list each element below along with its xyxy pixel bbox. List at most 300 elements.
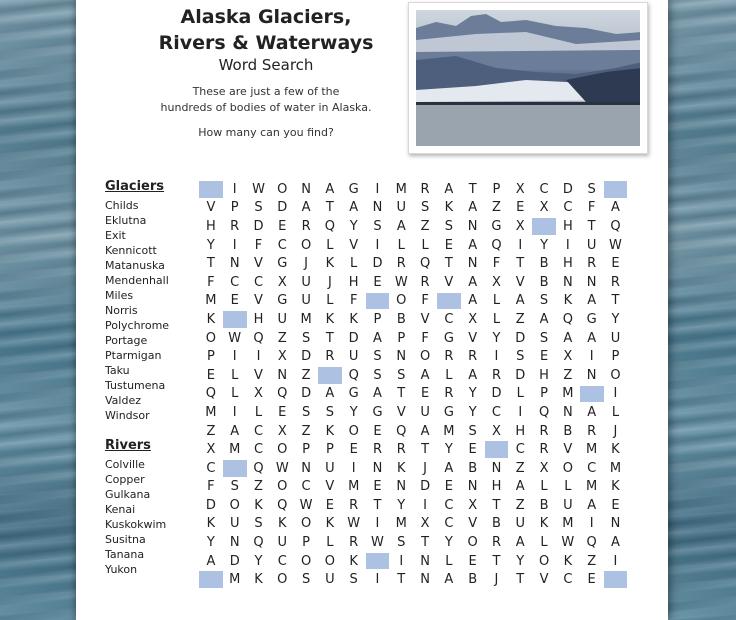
grid-cell[interactable]: O xyxy=(610,367,621,383)
grid-cell[interactable]: O xyxy=(205,330,217,346)
grid-cell[interactable]: S xyxy=(444,218,453,234)
grid-cell[interactable]: H xyxy=(491,479,502,495)
grid-cell[interactable]: A xyxy=(206,553,216,569)
grid-cell[interactable]: D xyxy=(205,497,216,513)
grid-cell[interactable]: Y xyxy=(516,553,525,569)
grid-cell[interactable]: B xyxy=(539,274,549,290)
grid-cell[interactable]: M xyxy=(443,423,455,439)
grid-cell[interactable]: Z xyxy=(587,553,597,569)
grid-cell[interactable] xyxy=(627,310,651,329)
grid-cell[interactable]: C xyxy=(444,311,454,327)
grid-cell[interactable]: C xyxy=(563,200,573,216)
grid-cell[interactable]: Q xyxy=(538,404,550,420)
grid-cell[interactable] xyxy=(627,217,651,236)
grid-cell[interactable]: E xyxy=(444,479,453,495)
grid-cell[interactable]: K xyxy=(563,293,573,309)
grid-cell[interactable]: R xyxy=(396,256,406,272)
grid-cell[interactable]: S xyxy=(301,330,311,346)
grid-cell[interactable]: I xyxy=(565,237,570,253)
grid-cell[interactable]: S xyxy=(325,404,335,420)
grid-cell[interactable]: Y xyxy=(349,404,358,420)
highlighted-cell[interactable] xyxy=(580,386,604,403)
grid-cell[interactable]: S xyxy=(420,200,430,216)
grid-cell[interactable]: F xyxy=(421,293,429,309)
grid-cell[interactable]: K xyxy=(349,311,358,327)
grid-cell[interactable] xyxy=(627,515,651,534)
grid-cell[interactable]: A xyxy=(444,572,454,588)
grid-cell[interactable]: Q xyxy=(610,218,621,234)
grid-cell[interactable] xyxy=(627,329,651,348)
grid-cell[interactable]: I xyxy=(232,237,237,253)
grid-cell[interactable]: E xyxy=(468,442,477,458)
grid-cell[interactable]: N xyxy=(491,460,502,476)
grid-cell[interactable]: H xyxy=(515,423,526,439)
grid-cell[interactable]: R xyxy=(491,367,501,383)
grid-cell[interactable]: N xyxy=(277,367,288,383)
grid-cell[interactable]: S xyxy=(254,200,263,216)
grid-cell[interactable]: A xyxy=(468,293,478,309)
grid-cell[interactable]: E xyxy=(444,237,453,253)
grid-cell[interactable]: O xyxy=(277,442,288,458)
grid-cell[interactable]: O xyxy=(324,553,335,569)
grid-cell[interactable]: U xyxy=(420,404,430,420)
grid-cell[interactable]: D xyxy=(348,330,359,346)
grid-cell[interactable]: S xyxy=(349,572,358,588)
grid-cell[interactable]: F xyxy=(587,200,596,216)
grid-cell[interactable]: Z xyxy=(206,423,216,439)
grid-cell[interactable]: Y xyxy=(444,535,453,551)
grid-cell[interactable]: K xyxy=(444,200,454,216)
grid-cell[interactable]: B xyxy=(539,256,549,272)
grid-cell[interactable] xyxy=(627,403,651,422)
grid-cell[interactable]: E xyxy=(516,200,525,216)
grid-cell[interactable]: K xyxy=(325,423,335,439)
grid-cell[interactable]: S xyxy=(230,479,239,495)
grid-cell[interactable]: W xyxy=(609,237,622,253)
grid-cell[interactable]: E xyxy=(373,479,382,495)
grid-cell[interactable]: D xyxy=(562,181,573,197)
grid-cell[interactable]: L xyxy=(540,479,548,495)
grid-cell[interactable]: Y xyxy=(492,330,501,346)
grid-cell[interactable]: H xyxy=(562,256,573,272)
grid-cell[interactable]: T xyxy=(587,218,596,234)
grid-cell[interactable]: B xyxy=(563,423,573,439)
grid-cell[interactable]: S xyxy=(301,404,311,420)
grid-cell[interactable]: K xyxy=(325,516,335,532)
grid-cell[interactable]: B xyxy=(539,497,549,513)
grid-cell[interactable]: Z xyxy=(515,497,525,513)
highlighted-cell[interactable] xyxy=(366,293,390,310)
grid-cell[interactable]: H xyxy=(206,218,216,234)
grid-cell[interactable]: O xyxy=(538,553,550,569)
grid-cell[interactable]: X xyxy=(277,423,287,439)
grid-cell[interactable]: C xyxy=(587,460,597,476)
grid-cell[interactable]: G xyxy=(277,293,288,309)
grid-cell[interactable]: N xyxy=(610,516,621,532)
grid-cell[interactable]: U xyxy=(301,274,311,290)
grid-cell[interactable]: M xyxy=(395,516,407,532)
grid-cell[interactable]: M xyxy=(586,442,598,458)
grid-cell[interactable] xyxy=(627,533,651,552)
grid-cell[interactable]: A xyxy=(468,367,478,383)
grid-cell[interactable]: F xyxy=(421,330,429,346)
highlighted-cell[interactable] xyxy=(199,571,223,588)
grid-cell[interactable]: O xyxy=(300,516,312,532)
grid-cell[interactable]: S xyxy=(373,349,382,365)
grid-cell[interactable]: N xyxy=(562,274,573,290)
grid-cell[interactable]: A xyxy=(515,479,525,495)
grid-cell[interactable]: A xyxy=(468,274,478,290)
grid-cell[interactable]: V xyxy=(515,274,525,290)
grid-cell[interactable]: Y xyxy=(468,386,477,402)
grid-cell[interactable]: Z xyxy=(492,200,501,216)
grid-cell[interactable]: R xyxy=(587,423,597,439)
grid-cell[interactable]: Q xyxy=(277,497,288,513)
grid-cell[interactable]: T xyxy=(421,535,430,551)
grid-cell[interactable]: A xyxy=(587,330,597,346)
grid-cell[interactable]: X xyxy=(492,423,501,439)
grid-cell[interactable]: T xyxy=(421,442,430,458)
grid-cell[interactable]: O xyxy=(277,181,288,197)
highlighted-cell[interactable] xyxy=(604,181,628,198)
grid-cell[interactable]: V xyxy=(420,311,430,327)
grid-cell[interactable]: Q xyxy=(562,311,573,327)
grid-cell[interactable]: N xyxy=(396,349,407,365)
grid-cell[interactable]: N xyxy=(467,479,478,495)
grid-cell[interactable]: V xyxy=(254,293,263,309)
grid-cell[interactable]: P xyxy=(302,442,310,458)
grid-cell[interactable]: I xyxy=(613,386,618,402)
grid-cell[interactable]: O xyxy=(300,553,312,569)
grid-cell[interactable]: K xyxy=(206,311,216,327)
grid-cell[interactable]: C xyxy=(253,442,264,458)
grid-cell[interactable]: A xyxy=(301,200,311,216)
grid-cell[interactable]: U xyxy=(277,535,288,551)
grid-cell[interactable]: L xyxy=(516,386,524,402)
grid-cell[interactable]: E xyxy=(325,497,334,513)
grid-cell[interactable]: C xyxy=(253,274,264,290)
grid-cell[interactable]: Z xyxy=(563,367,573,383)
grid-cell[interactable]: Z xyxy=(301,423,311,439)
grid-cell[interactable]: K xyxy=(278,516,287,532)
grid-cell[interactable]: G xyxy=(443,330,454,346)
grid-cell[interactable]: A xyxy=(420,367,430,383)
grid-cell[interactable]: K xyxy=(611,479,620,495)
grid-cell[interactable]: I xyxy=(375,516,380,532)
grid-cell[interactable]: S xyxy=(397,535,406,551)
grid-cell[interactable]: C xyxy=(491,404,501,420)
grid-cell[interactable]: R xyxy=(420,274,430,290)
grid-cell[interactable]: L xyxy=(611,404,620,420)
grid-cell[interactable]: O xyxy=(229,497,240,513)
grid-cell[interactable]: U xyxy=(515,516,526,532)
grid-cell[interactable]: I xyxy=(423,497,427,513)
grid-cell[interactable]: A xyxy=(349,200,359,216)
grid-cell[interactable]: Q xyxy=(253,535,264,551)
grid-cell[interactable]: B xyxy=(492,516,501,532)
grid-cell[interactable]: I xyxy=(589,516,594,532)
grid-cell[interactable]: M xyxy=(205,404,217,420)
grid-cell[interactable]: P xyxy=(325,442,334,458)
grid-cell[interactable]: U xyxy=(325,460,335,476)
grid-cell[interactable]: J xyxy=(327,274,332,290)
grid-cell[interactable]: A xyxy=(587,404,597,420)
grid-cell[interactable]: Z xyxy=(277,330,287,346)
grid-cell[interactable]: S xyxy=(587,181,596,197)
grid-cell[interactable]: Q xyxy=(324,218,335,234)
grid-cell[interactable]: V xyxy=(468,330,478,346)
grid-cell[interactable]: N xyxy=(372,200,383,216)
grid-cell[interactable] xyxy=(627,440,651,459)
grid-cell[interactable]: Z xyxy=(254,479,263,495)
grid-cell[interactable]: N xyxy=(562,404,573,420)
grid-cell[interactable]: N xyxy=(467,218,478,234)
grid-cell[interactable]: T xyxy=(325,200,334,216)
grid-cell[interactable]: C xyxy=(277,553,287,569)
grid-cell[interactable]: K xyxy=(539,516,549,532)
grid-cell[interactable]: S xyxy=(516,349,525,365)
grid-cell[interactable]: V xyxy=(349,237,359,253)
grid-cell[interactable]: C xyxy=(563,572,573,588)
grid-cell[interactable]: L xyxy=(350,256,358,272)
grid-cell[interactable]: R xyxy=(372,442,382,458)
grid-cell[interactable]: W xyxy=(347,516,361,532)
grid-cell[interactable]: D xyxy=(515,367,526,383)
grid-cell[interactable]: V xyxy=(254,256,263,272)
grid-cell[interactable]: S xyxy=(539,293,549,309)
grid-cell[interactable]: S xyxy=(373,218,382,234)
grid-cell[interactable]: D xyxy=(420,479,431,495)
grid-cell[interactable]: O xyxy=(396,293,407,309)
grid-cell[interactable]: I xyxy=(256,349,261,365)
grid-cell[interactable]: F xyxy=(207,479,215,495)
grid-cell[interactable]: U xyxy=(586,237,597,253)
grid-cell[interactable]: K xyxy=(254,572,263,588)
grid-cell[interactable]: P xyxy=(302,535,310,551)
grid-cell[interactable]: O xyxy=(277,572,288,588)
grid-cell[interactable]: D xyxy=(491,386,502,402)
grid-cell[interactable]: K xyxy=(563,553,573,569)
grid-cell[interactable]: B xyxy=(396,311,406,327)
grid-cell[interactable]: K xyxy=(206,516,216,532)
grid-cell[interactable]: D xyxy=(301,386,312,402)
grid-cell[interactable]: N xyxy=(396,479,407,495)
grid-cell[interactable]: F xyxy=(207,274,215,290)
grid-cell[interactable]: W xyxy=(275,460,289,476)
grid-cell[interactable]: P xyxy=(397,330,406,346)
grid-cell[interactable]: U xyxy=(348,349,359,365)
grid-cell[interactable]: G xyxy=(277,256,288,272)
grid-cell[interactable]: R xyxy=(610,274,620,290)
highlighted-cell[interactable] xyxy=(199,181,223,198)
grid-cell[interactable]: A xyxy=(587,497,597,513)
grid-cell[interactable]: T xyxy=(397,572,406,588)
grid-cell[interactable]: D xyxy=(301,349,312,365)
grid-cell[interactable]: X xyxy=(515,181,525,197)
grid-cell[interactable]: M xyxy=(562,386,574,402)
grid-cell[interactable]: R xyxy=(301,218,311,234)
grid-cell[interactable]: N xyxy=(420,572,430,588)
grid-cell[interactable]: F xyxy=(254,237,263,253)
grid-cell[interactable]: D xyxy=(277,200,288,216)
grid-cell[interactable]: X xyxy=(277,349,287,365)
grid-cell[interactable]: Y xyxy=(206,237,215,253)
grid-cell[interactable]: N xyxy=(372,460,383,476)
grid-cell[interactable]: C xyxy=(515,442,525,458)
highlighted-cell[interactable] xyxy=(437,293,461,310)
grid-cell[interactable]: R xyxy=(491,535,501,551)
grid-cell[interactable]: Z xyxy=(301,367,311,383)
grid-cell[interactable]: J xyxy=(304,256,308,272)
grid-cell[interactable]: L xyxy=(540,535,548,551)
grid-cell[interactable]: Q xyxy=(396,423,407,439)
grid-cell[interactable]: C xyxy=(230,274,240,290)
grid-cell[interactable]: X xyxy=(539,460,549,476)
grid-cell[interactable]: U xyxy=(229,516,240,532)
grid-cell[interactable]: U xyxy=(610,330,621,346)
grid-cell[interactable]: E xyxy=(611,497,620,513)
grid-cell[interactable]: E xyxy=(539,349,549,365)
grid-cell[interactable]: X xyxy=(515,218,525,234)
grid-cell[interactable]: N xyxy=(586,274,597,290)
grid-cell[interactable]: C xyxy=(539,181,549,197)
grid-cell[interactable]: W xyxy=(299,497,313,513)
grid-cell[interactable]: C xyxy=(444,516,454,532)
grid-cell[interactable]: A xyxy=(587,293,597,309)
grid-cell[interactable] xyxy=(627,292,651,311)
grid-cell[interactable]: X xyxy=(206,442,216,458)
grid-cell[interactable]: U xyxy=(301,293,311,309)
grid-cell[interactable]: Y xyxy=(540,237,549,253)
grid-cell[interactable]: O xyxy=(348,423,359,439)
grid-cell[interactable]: A xyxy=(539,311,549,327)
grid-cell[interactable]: T xyxy=(516,256,525,272)
grid-cell[interactable]: L xyxy=(254,404,263,420)
grid-cell[interactable]: R xyxy=(325,349,335,365)
grid-cell[interactable]: N xyxy=(229,535,240,551)
grid-cell[interactable]: X xyxy=(468,311,478,327)
grid-cell[interactable]: O xyxy=(300,237,312,253)
grid-cell[interactable]: X xyxy=(420,516,430,532)
grid-cell[interactable]: U xyxy=(325,572,335,588)
grid-cell[interactable]: O xyxy=(277,479,288,495)
grid-cell[interactable]: Y xyxy=(397,497,406,513)
grid-cell[interactable]: W xyxy=(371,535,384,551)
grid-cell[interactable]: H xyxy=(539,367,549,383)
grid-cell[interactable]: S xyxy=(397,367,406,383)
grid-cell[interactable]: P xyxy=(373,311,382,327)
grid-cell[interactable]: R xyxy=(539,442,549,458)
grid-cell[interactable]: L xyxy=(326,535,334,551)
grid-cell[interactable]: E xyxy=(611,256,620,272)
highlighted-cell[interactable] xyxy=(485,441,509,458)
grid-cell[interactable]: N xyxy=(586,367,597,383)
grid-cell[interactable]: C xyxy=(206,460,216,476)
grid-cell[interactable]: V xyxy=(444,274,454,290)
grid-cell[interactable]: A xyxy=(444,181,454,197)
grid-cell[interactable]: T xyxy=(397,386,406,402)
grid-cell[interactable]: L xyxy=(492,293,501,309)
grid-cell[interactable]: Z xyxy=(420,218,430,234)
grid-cell[interactable]: I xyxy=(232,404,237,420)
highlighted-cell[interactable] xyxy=(223,460,247,477)
grid-cell[interactable]: G xyxy=(443,404,454,420)
grid-cell[interactable]: O xyxy=(562,460,573,476)
grid-cell[interactable]: M xyxy=(229,442,241,458)
grid-cell[interactable]: W xyxy=(561,535,575,551)
grid-cell[interactable]: Y xyxy=(349,218,358,234)
grid-cell[interactable]: Y xyxy=(444,442,453,458)
grid-cell[interactable]: D xyxy=(372,256,383,272)
highlighted-cell[interactable] xyxy=(318,367,342,384)
grid-cell[interactable]: F xyxy=(492,256,501,272)
grid-cell[interactable]: O xyxy=(467,535,478,551)
grid-cell[interactable]: G xyxy=(348,386,359,402)
grid-cell[interactable]: E xyxy=(373,423,382,439)
grid-cell[interactable]: V xyxy=(396,404,406,420)
grid-cell[interactable]: L xyxy=(445,553,453,569)
grid-cell[interactable]: X xyxy=(277,274,287,290)
grid-cell[interactable]: V xyxy=(325,479,335,495)
grid-cell[interactable]: T xyxy=(492,553,501,569)
grid-cell[interactable]: M xyxy=(609,460,622,476)
grid-cell[interactable]: P xyxy=(540,386,548,402)
grid-cell[interactable]: R xyxy=(468,349,478,365)
grid-cell[interactable]: H xyxy=(348,274,359,290)
grid-cell[interactable]: M xyxy=(586,479,598,495)
grid-cell[interactable]: A xyxy=(373,330,382,346)
grid-cell[interactable]: Y xyxy=(611,311,620,327)
grid-cell[interactable]: C xyxy=(444,497,454,513)
grid-cell[interactable]: S xyxy=(468,423,477,439)
grid-cell[interactable]: A xyxy=(610,535,620,551)
grid-cell[interactable] xyxy=(627,273,651,292)
grid-cell[interactable]: A xyxy=(420,423,430,439)
grid-cell[interactable]: I xyxy=(518,404,523,420)
grid-cell[interactable]: Q xyxy=(277,386,288,402)
grid-cell[interactable]: A xyxy=(373,386,382,402)
grid-cell[interactable]: S xyxy=(254,516,263,532)
grid-cell[interactable]: U xyxy=(396,200,407,216)
grid-cell[interactable]: T xyxy=(492,497,501,513)
grid-cell[interactable]: E xyxy=(278,218,287,234)
grid-cell[interactable]: C xyxy=(277,237,287,253)
grid-cell[interactable] xyxy=(627,459,651,478)
grid-cell[interactable]: M xyxy=(348,479,360,495)
grid-cell[interactable]: R xyxy=(349,497,359,513)
grid-cell[interactable]: P xyxy=(611,349,620,365)
grid-cell[interactable]: A xyxy=(563,330,573,346)
grid-cell[interactable]: I xyxy=(351,460,356,476)
grid-cell[interactable]: T xyxy=(325,330,334,346)
grid-cell[interactable]: X xyxy=(563,349,573,365)
grid-cell[interactable]: R xyxy=(444,349,454,365)
grid-cell[interactable] xyxy=(627,478,651,497)
grid-cell[interactable]: T xyxy=(611,293,620,309)
grid-cell[interactable] xyxy=(627,366,651,385)
grid-cell[interactable]: A xyxy=(396,218,406,234)
grid-cell[interactable]: A xyxy=(468,200,478,216)
grid-cell[interactable]: Y xyxy=(468,404,477,420)
grid-cell[interactable]: M xyxy=(300,311,312,327)
highlighted-cell[interactable] xyxy=(604,571,628,588)
grid-cell[interactable]: I xyxy=(375,181,380,197)
grid-cell[interactable]: T xyxy=(444,256,453,272)
grid-cell[interactable]: N xyxy=(420,553,430,569)
grid-cell[interactable]: D xyxy=(253,218,264,234)
grid-cell[interactable]: A xyxy=(230,423,240,439)
grid-cell[interactable]: S xyxy=(539,330,549,346)
